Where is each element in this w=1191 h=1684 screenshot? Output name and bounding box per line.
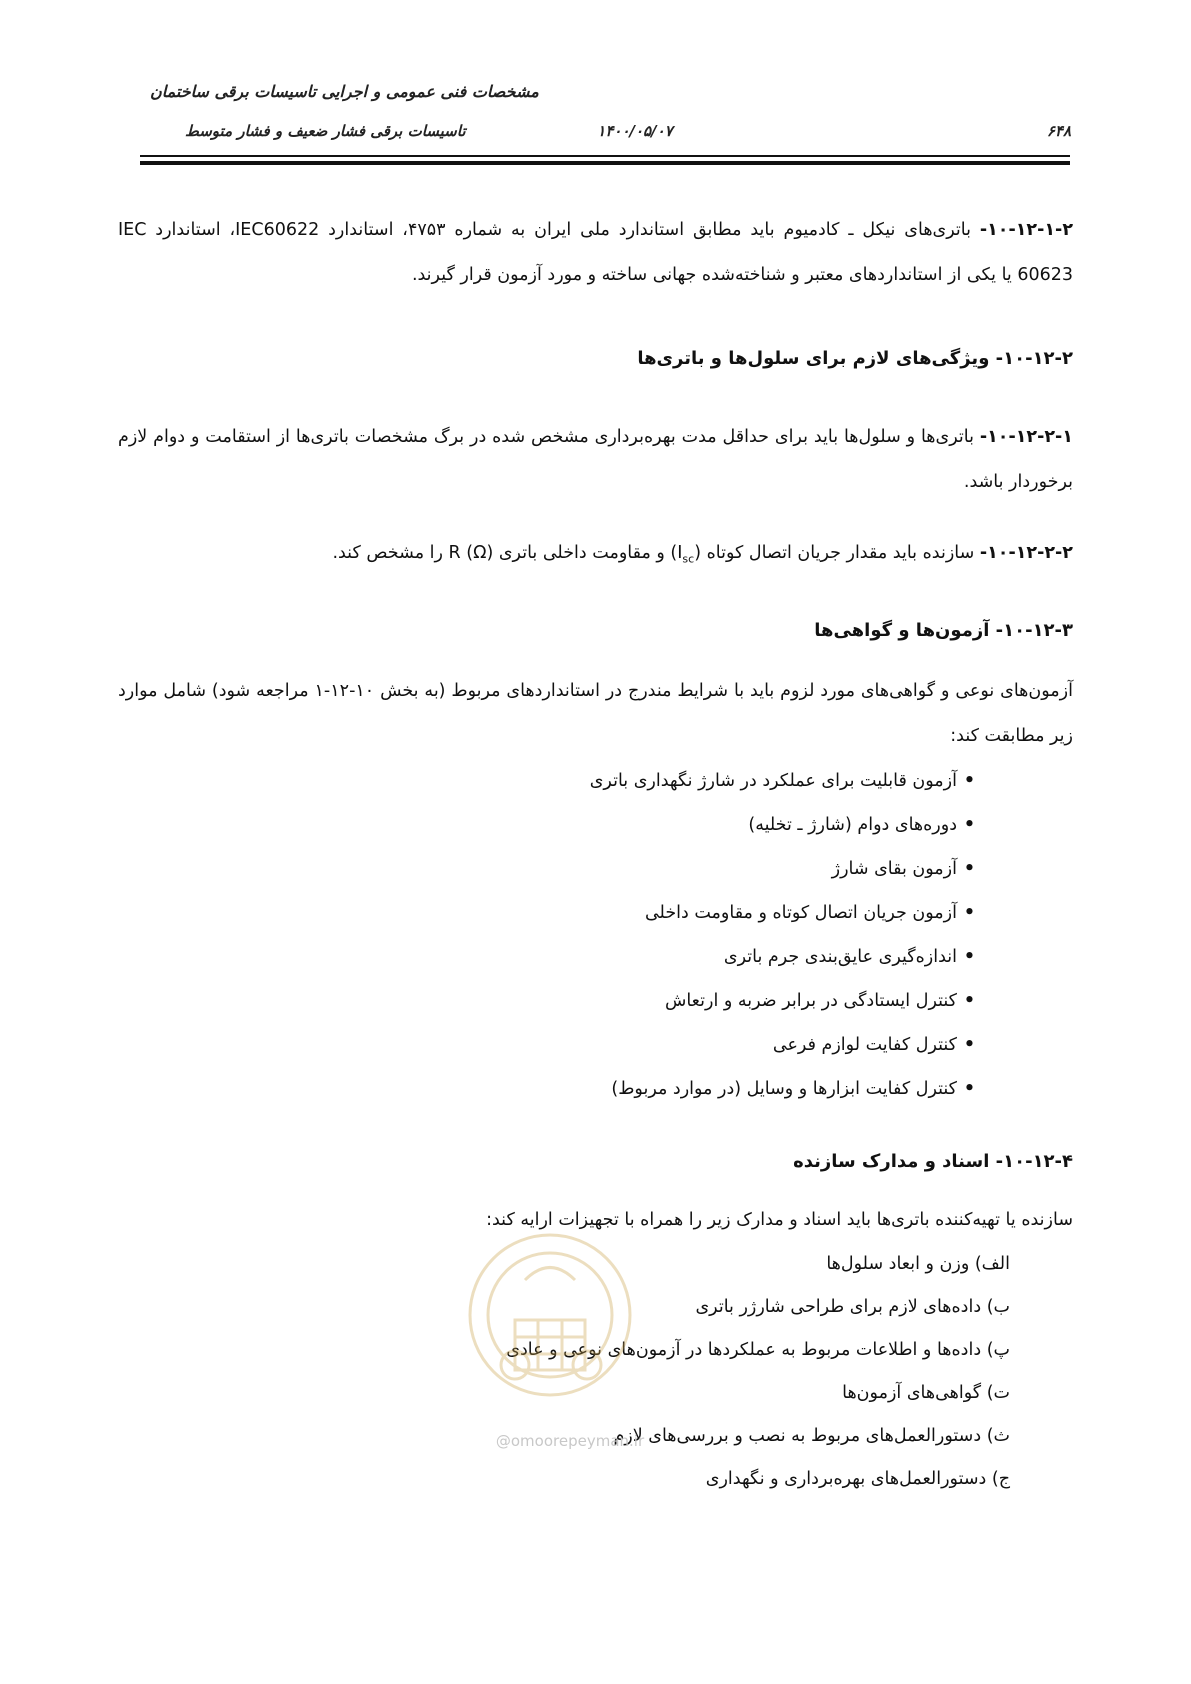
- section-heading-10-12-3: ۱۰-۱۲-۳- آزمون‌ها و گواهی‌ها: [814, 619, 1073, 641]
- list-item: ث) دستورالعمل‌های مربوط به نصب و بررسی‌های لازم: [613, 1425, 1010, 1446]
- paragraph-documents-intro: سازنده یا تهیه‌کننده باتری‌ها باید اسناد و مدارک زیر را همراه با تجهیزات ارایه کند:: [486, 1209, 1073, 1230]
- list-item-text: دوره‌های دوام (شارژ ـ تخلیه): [748, 814, 957, 835]
- clause-text: سازنده باید مقدار جریان اتصال کوتاه (I: [677, 543, 980, 563]
- list-item: ب) داده‌های لازم برای طراحی شارژر باتری: [695, 1296, 1010, 1317]
- clause-text-cont: ) و مقاومت داخلی باتری (Ω) R را مشخص کند.: [332, 543, 678, 563]
- list-item-text: کنترل کفایت لوازم فرعی: [772, 1034, 957, 1055]
- clause-text: باتری‌ها و سلول‌ها باید برای حداقل مدت بهره‌برداری مشخص شده در برگ مشخصات باتری‌ها از استقامت و دوام لازم برخوردار باشد.: [118, 427, 1073, 492]
- list-item-text: آزمون جریان اتصال کوتاه و مقاومت داخلی: [644, 902, 957, 923]
- clause-number: ۱۰-۱۲-۲-۲-: [979, 543, 1073, 563]
- clause-number: ۱۰-۱۲-۲-۱-: [979, 427, 1073, 447]
- list-item-text: کنترل ایستادگی در برابر ضربه و ارتعاش: [664, 990, 957, 1011]
- header-title: مشخصات فنی عمومی و اجرایی تاسیسات برقی ساختمان: [150, 82, 539, 101]
- paragraph-10-12-2-1: [118, 415, 1073, 505]
- list-item: [118, 935, 975, 979]
- subscript-sc: sc: [682, 552, 695, 566]
- list-item: ت) گواهی‌های آزمون‌ها: [842, 1382, 1010, 1403]
- list-item-text: آزمون قابلیت برای عملکرد در شارژ نگهداری باتری: [589, 770, 957, 791]
- paragraph-tests-intro: آزمون‌های نوعی و گواهی‌های مورد لزوم باید با شرایط مندرج در استانداردهای مربوط (به بخش ۱۰-۱۲-۱ مراجعه شود) شامل موارد زیر مطابقت کند:: [118, 680, 1073, 746]
- tests-list-wrap: [118, 759, 1073, 1111]
- header-subtitle: تاسیسات برقی فشار ضعیف و فشار متوسط: [185, 122, 466, 140]
- header-rule: [140, 155, 1070, 157]
- header-date: ۱۴۰۰/۰۵/۰۷: [597, 122, 673, 140]
- list-item: [118, 803, 975, 847]
- watermark-logo: [455, 1215, 645, 1415]
- clause-text: باتری‌های نیکل ـ کادمیوم باید مطابق استاندارد ملی ایران به شماره ۴۷۵۳، استاندارد IEC60622، استاندارد IEC 60623 یا یکی از استانداردهای معتبر و شناخته‌شده جهانی ساخته و مورد آزمون قرار گیرند.: [118, 220, 1073, 285]
- header-rule-thick: [140, 161, 1070, 165]
- watermark-url: @omoorepeyman.ir: [495, 1432, 645, 1450]
- section-heading-10-12-4: ۱۰-۱۲-۴- اسناد و مدارک سازنده: [793, 1150, 1073, 1172]
- list-item: [118, 1067, 975, 1111]
- paragraph-10-12-1-2: [118, 208, 1073, 298]
- list-item-text: آزمون بقای شارژ: [831, 858, 957, 879]
- tests-list: [118, 759, 975, 1111]
- list-item-text: کنترل کفایت ابزارها و وسایل (در موارد مربوط): [611, 1078, 957, 1099]
- section-heading-10-12-2: ۱۰-۱۲-۲- ویژگی‌های لازم برای سلول‌ها و باتری‌ها: [637, 348, 1073, 369]
- list-item: [118, 847, 975, 891]
- list-item: ج) دستورالعمل‌های بهره‌برداری و نگهداری: [705, 1468, 1010, 1489]
- list-item: [118, 891, 975, 935]
- list-item: [118, 759, 975, 803]
- page-number: ۶۴۸: [1046, 122, 1071, 140]
- list-item: [118, 1023, 975, 1067]
- paragraph-10-12-2-2: [118, 531, 1073, 582]
- clause-number: ۱۰-۱۲-۱-۲-: [979, 220, 1074, 240]
- list-item: پ) داده‌ها و اطلاعات مربوط به عملکردها در آزمون‌های نوعی و عادی: [506, 1339, 1010, 1360]
- list-item: [118, 979, 975, 1023]
- list-item-text: اندازه‌گیری عایق‌بندی جرم باتری: [723, 946, 957, 967]
- list-item: الف) وزن و ابعاد سلول‌ها: [826, 1253, 1010, 1274]
